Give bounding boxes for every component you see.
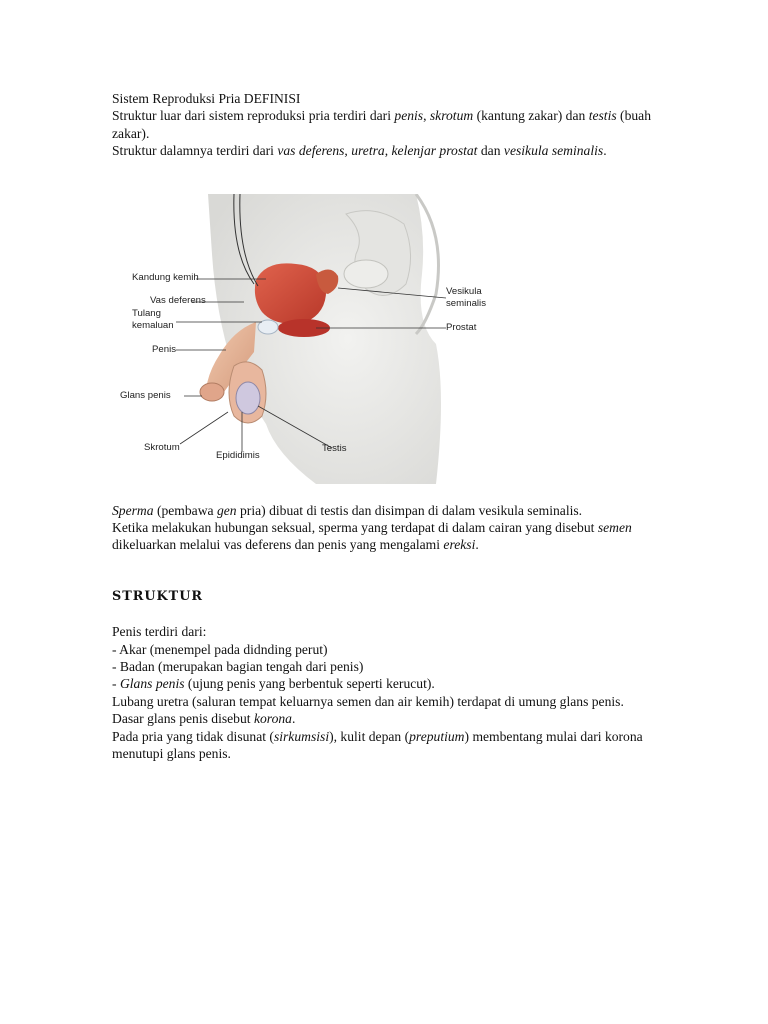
glans-shape bbox=[200, 383, 224, 401]
paragraph-preputium bbox=[112, 728, 652, 763]
text: - bbox=[112, 676, 120, 692]
section-heading-struktur: STRUKTUR bbox=[112, 588, 203, 604]
text: dikeluarkan melalui vas deferens dan penis yang mengalami bbox=[112, 537, 444, 553]
anatomy-illustration bbox=[116, 194, 496, 484]
paragraph-korona bbox=[112, 710, 652, 727]
label-prostat: Prostat bbox=[446, 321, 477, 333]
text: Pada pria yang tidak disunat ( bbox=[112, 728, 274, 744]
term-sirkumsisi: sirkumsisi bbox=[273, 728, 330, 744]
rectum-shape bbox=[344, 260, 388, 288]
label-kemaluan: kemaluan bbox=[132, 319, 174, 331]
text: , bbox=[423, 108, 430, 124]
paragraph-struktur-dalam bbox=[112, 142, 652, 159]
term-uretra: uretra bbox=[351, 143, 385, 159]
label-vesikula: Vesikula bbox=[446, 285, 482, 297]
label-skrotum: Skrotum bbox=[144, 441, 180, 453]
text: pria) dibuat di testis dan disimpan di dalam vesikula seminalis. bbox=[236, 502, 583, 518]
text: dan bbox=[477, 143, 504, 159]
label-seminalis: seminalis bbox=[446, 297, 486, 309]
doc-title-line bbox=[112, 90, 652, 107]
list-item-akar: - Akar (menempel pada didnding perut) bbox=[112, 641, 328, 657]
term-skrotum: skrotum bbox=[429, 108, 474, 124]
leader-skrotum bbox=[180, 412, 228, 444]
testis-shape bbox=[236, 382, 260, 414]
label-epididimis: Epididimis bbox=[216, 449, 260, 461]
text: ), kulit depan ( bbox=[329, 728, 410, 744]
text: (kantung zakar) dan bbox=[473, 108, 589, 124]
document-page bbox=[112, 90, 652, 763]
text: (pembawa bbox=[153, 502, 217, 518]
list-item-glans bbox=[112, 675, 652, 692]
paragraph-struktur-luar bbox=[112, 107, 652, 142]
term-gen: gen bbox=[216, 502, 237, 518]
text: , bbox=[384, 143, 392, 159]
label-testis: Testis bbox=[322, 442, 347, 454]
label-glans-penis: Glans penis bbox=[120, 389, 171, 401]
term-vesikula-seminalis: vesikula seminalis bbox=[503, 143, 604, 159]
text: Struktur dalamnya terdiri dari bbox=[112, 143, 278, 159]
paragraph-lubang-uretra: Lubang uretra (saluran tempat keluarnya semen dan air kemih) terdapat di umung glans penis. bbox=[112, 693, 624, 709]
label-penis: Penis bbox=[152, 343, 176, 355]
list-item-badan: - Badan (merupakan bagian tengah dari penis) bbox=[112, 659, 364, 675]
term-glans-penis: Glans penis bbox=[119, 676, 185, 692]
text: . bbox=[475, 537, 479, 553]
text: (buah zakar). bbox=[112, 108, 651, 141]
term-ereksi: ereksi bbox=[443, 537, 476, 553]
term-sperma: Sperma bbox=[112, 502, 154, 518]
label-kandung-kemih: Kandung kemih bbox=[132, 271, 199, 283]
term-penis: penis bbox=[394, 108, 424, 124]
term-vas-deferens: vas deferens bbox=[277, 143, 345, 159]
term-preputium: preputium bbox=[409, 728, 465, 744]
bladder-shape bbox=[255, 263, 326, 323]
text: , bbox=[344, 143, 352, 159]
text: . bbox=[291, 711, 296, 727]
text: . bbox=[603, 143, 607, 159]
label-tulang: Tulang bbox=[132, 307, 161, 319]
text: Struktur luar dari sistem reproduksi pria terdiri dari bbox=[112, 108, 395, 124]
text: ) membentang mulai dari korona menutupi glans penis. bbox=[112, 728, 643, 762]
paragraph-penis-intro: Penis terdiri dari: bbox=[112, 624, 207, 640]
text: Ketika melakukan hubungan seksual, sperma yang terdapat di dalam cairan yang disebut bbox=[112, 520, 598, 536]
paragraph-sperma bbox=[112, 502, 652, 554]
term-korona: korona bbox=[253, 711, 292, 727]
term-semen: semen bbox=[597, 520, 632, 536]
label-vas-deferens: Vas deferens bbox=[150, 294, 206, 306]
text: Dasar glans penis disebut bbox=[112, 711, 254, 727]
term-kelenjar-prostat: kelenjar prostat bbox=[391, 143, 478, 159]
text: (ujung penis yang berbentuk seperti kerucut). bbox=[184, 676, 435, 692]
anatomy-figure bbox=[116, 194, 496, 484]
term-testis: testis bbox=[588, 108, 617, 124]
doc-title: Sistem Reproduksi Pria DEFINISI bbox=[112, 91, 301, 106]
